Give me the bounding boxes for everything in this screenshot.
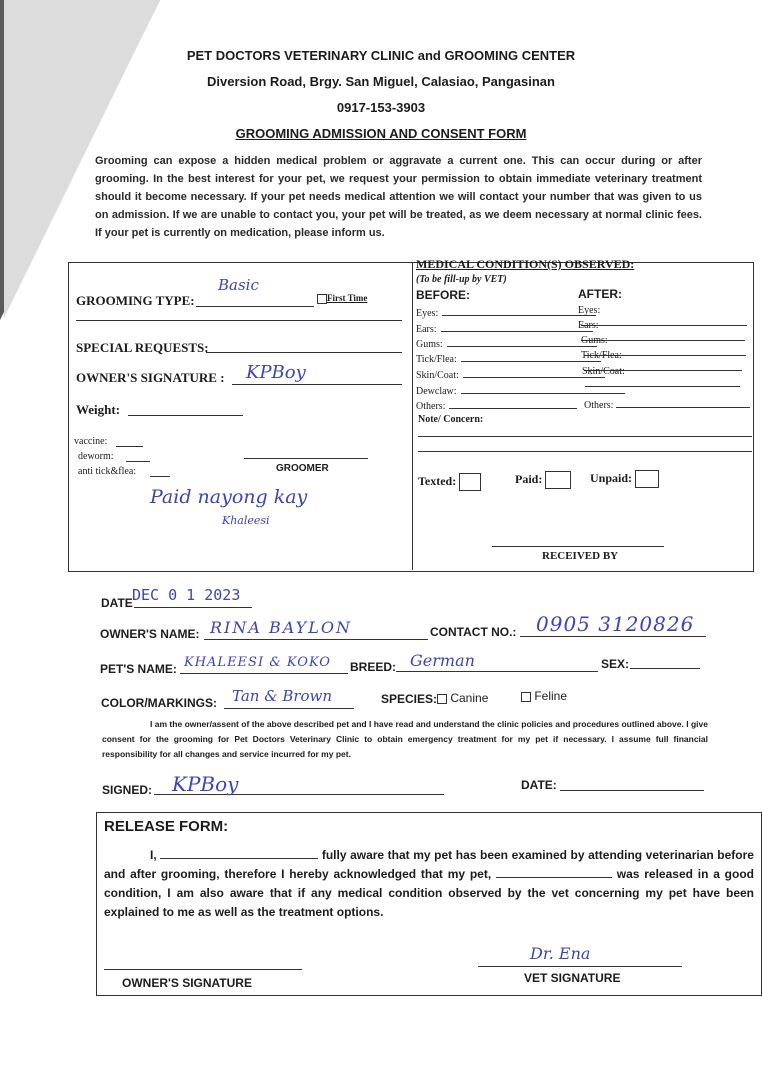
date-value: DEC 0 1 2023 (132, 586, 241, 604)
owner-signature-label: OWNER'S SIGNATURE : (76, 370, 225, 385)
texted-checkbox[interactable] (459, 473, 481, 491)
signed-value: KPBoy (172, 772, 239, 796)
pet-name-value: KHALEESI & KOKO (184, 655, 331, 670)
owner-signature-value: KPBoy (246, 362, 306, 383)
texted-field[interactable] (418, 473, 481, 491)
medical-subtitle: (To be fill-up by VET) (416, 274, 507, 285)
before-row-line[interactable] (461, 352, 601, 362)
first-time-option[interactable] (317, 293, 367, 304)
contact-value: 0905 3120826 (536, 612, 695, 636)
groomer-note: Paid nayong kay (150, 486, 308, 508)
release-owner-name-line[interactable] (160, 846, 318, 859)
vaccine-line[interactable] (116, 446, 143, 447)
before-row[interactable] (416, 306, 596, 319)
weight-label: Weight: (76, 402, 121, 417)
clinic-name: PET DOCTORS VETERINARY CLINIC and GROOMING CENTER (186, 48, 576, 63)
after-row-label: Gums: (581, 335, 608, 346)
before-row[interactable] (416, 337, 597, 350)
weight-line[interactable] (128, 415, 243, 416)
before-row-label: Tick/Flea: (416, 354, 457, 365)
anti-tick-label: anti tick&flea: (78, 466, 137, 477)
owner-name-line[interactable] (204, 639, 428, 640)
received-by-label: RECEIVED BY (542, 550, 619, 562)
groomer-label: GROOMER (276, 463, 329, 474)
release-owner-signature-label: OWNER'S SIGNATURE (122, 976, 252, 990)
received-by-line[interactable] (492, 546, 664, 547)
unpaid-label: Unpaid: (590, 470, 633, 485)
after-row-label: Ears: (578, 320, 599, 331)
after-row[interactable] (584, 398, 750, 411)
owner-name-label: OWNER'S NAME: (100, 627, 200, 641)
before-row-line[interactable] (442, 306, 596, 316)
date-label: DATE (101, 596, 133, 610)
after-row-line[interactable] (585, 377, 740, 387)
grooming-type-label: GROOMING TYPE: (76, 293, 195, 308)
signed-date-label: DATE: (521, 778, 557, 792)
before-row[interactable] (416, 322, 593, 335)
groomer-line[interactable] (244, 458, 368, 459)
contact-label: CONTACT NO.: (430, 625, 517, 639)
color-line[interactable] (224, 708, 354, 709)
before-row-label: Eyes: (416, 308, 439, 319)
panel-divider (412, 262, 413, 570)
unpaid-checkbox[interactable] (635, 470, 659, 488)
paid-field[interactable] (515, 471, 571, 489)
after-row-label: Eyes: (578, 305, 601, 316)
release-title: RELEASE FORM: (104, 818, 229, 835)
after-row[interactable] (582, 366, 762, 390)
vaccine-label: vaccine: (74, 436, 108, 447)
before-row[interactable] (416, 399, 577, 412)
sex-line[interactable] (630, 668, 700, 669)
release-text-mid2: was released in a good condition, I am also aware that if any medical condition observed by the vet concerning my pet have been explained to me as well as the treatment options. (104, 867, 754, 919)
release-owner-signature-line[interactable] (104, 969, 302, 970)
canine-option[interactable] (437, 691, 488, 705)
before-row-label: Others: (416, 401, 446, 412)
paid-checkbox[interactable] (545, 471, 571, 489)
first-time-label: First Time (327, 293, 368, 303)
release-vet-signature-line[interactable] (478, 966, 682, 967)
sex-label: SEX: (601, 657, 630, 671)
before-row-label: Ears: (416, 324, 437, 335)
breed-label: BREED: (350, 660, 397, 674)
color-label: COLOR/MARKINGS: (101, 696, 217, 710)
feline-checkbox[interactable] (521, 692, 531, 702)
note-label: Note/ Concern: (418, 414, 484, 425)
before-row-label: Gums: (416, 339, 443, 350)
note-line-2[interactable] (418, 451, 752, 452)
unpaid-field[interactable] (590, 470, 659, 488)
before-row[interactable] (416, 368, 605, 381)
contact-line[interactable] (520, 636, 706, 637)
texted-label: Texted: (418, 473, 457, 488)
before-row-line[interactable] (449, 399, 577, 409)
after-row-label: Others: (584, 400, 614, 411)
deworm-line[interactable] (126, 461, 150, 462)
after-label: AFTER: (578, 287, 622, 301)
canine-label: Canine (450, 691, 489, 705)
before-row-line[interactable] (441, 322, 593, 332)
canine-checkbox[interactable] (437, 694, 447, 704)
owner-signature-line[interactable] (232, 384, 402, 385)
feline-option[interactable] (521, 689, 567, 703)
clinic-address: Diversion Road, Brgy. San Miguel, Calasiao, Pangasinan (207, 74, 555, 89)
intro-paragraph: Grooming can expose a hidden medical problem or aggravate a current one. This can occur during or after grooming. In the best interest for your pet, we request your permission to obtain immediate veterinary treatment should it become necessary. If your pet needs medical attention we will contact your number that was given to us on admission. If we are unable to contact you, your pet will be treated, as we deem necessary at normal clinic fees. If your pet is currently on medication, please inform us. (95, 155, 702, 239)
after-row-label: Tick/Flea: (581, 350, 622, 361)
grooming-extra-line[interactable] (76, 320, 402, 321)
before-label: BEFORE: (416, 288, 470, 302)
after-row-label: Skin/Coat: (582, 366, 625, 377)
release-vet-signature-label: VET SIGNATURE (524, 971, 621, 985)
special-requests-label: SPECIAL REQUESTS: (76, 340, 209, 355)
before-row-line[interactable] (447, 337, 597, 347)
paid-label: Paid: (515, 471, 543, 486)
first-time-checkbox[interactable] (317, 294, 327, 304)
before-row-label: Dewclaw: (416, 386, 457, 397)
clinic-phone: 0917-153-3903 (336, 100, 426, 115)
grooming-type-line[interactable] (196, 306, 314, 307)
before-row[interactable] (416, 352, 601, 365)
signed-label: SIGNED: (102, 783, 153, 797)
release-pet-name-line[interactable] (496, 865, 612, 878)
color-value: Tan & Brown (232, 687, 333, 705)
after-row-line[interactable] (616, 398, 750, 408)
signed-date-line[interactable] (560, 790, 704, 791)
species-label: SPECIES: (381, 692, 438, 706)
release-text-start: I, (150, 848, 157, 862)
anti-tick-line[interactable] (150, 476, 170, 477)
pet-name-label: PET'S NAME: (100, 662, 177, 676)
release-vet-signature-value: Dr. Ena (530, 944, 591, 963)
note-line-1[interactable] (418, 436, 752, 437)
breed-line[interactable] (396, 671, 598, 672)
grooming-type-value: Basic (218, 276, 259, 294)
pet-name-line[interactable] (180, 673, 348, 674)
deworm-label: deworm: (78, 451, 114, 462)
release-paragraph (104, 846, 754, 922)
release-text-mid1: fully aware that my pet has been examined by attending veterinarian before and after grooming, therefore I hereby acknowledged that my pet, (104, 848, 754, 881)
feline-label: Feline (534, 689, 568, 703)
owner-name-value: RINA BAYLON (210, 618, 352, 637)
medical-title: MEDICAL CONDITION(S) OBSERVED: (416, 257, 635, 271)
date-line[interactable] (134, 607, 252, 608)
form-title: GROOMING ADMISSION AND CONSENT FORM (235, 126, 527, 141)
consent-paragraph: I am the owner/assent of the above described pet and I have read and understand the clinic policies and procedures outlined above. I give consent for the grooming for Pet Doctors Veterinary Clinic to obtain emergency treatment for my pet if necessary. I assume full financial responsibility for all changes and service incurred for my pet. (102, 719, 708, 759)
groomer-note-pet: Khaleesi (222, 514, 270, 527)
before-row-label: Skin/Coat: (416, 370, 459, 381)
special-requests-line[interactable] (206, 352, 402, 353)
breed-value: German (410, 651, 475, 670)
